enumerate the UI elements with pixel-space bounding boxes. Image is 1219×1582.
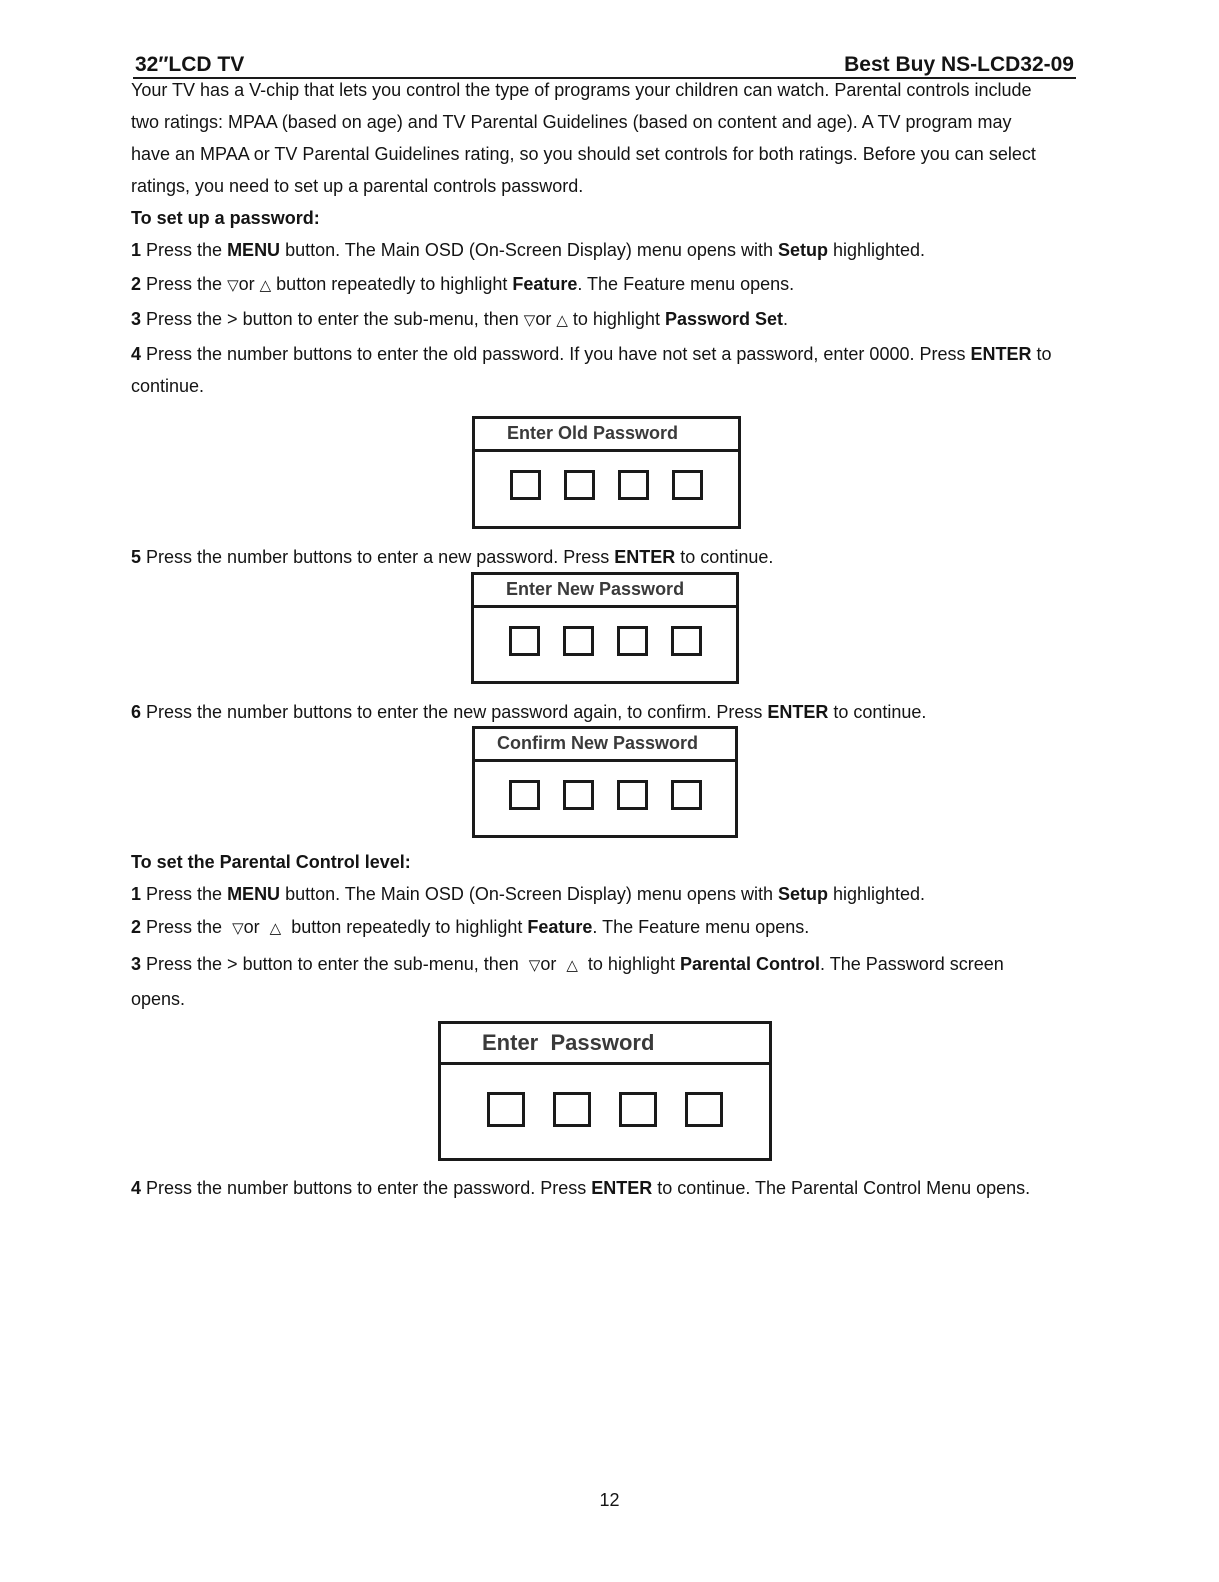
digit-box — [563, 626, 594, 656]
digit-box — [487, 1092, 525, 1127]
password-step-4: 4 Press the number buttons to enter the old password. If you have not set a password, enter 0000. Press ENTER to — [131, 344, 1052, 364]
page-header — [133, 53, 1076, 79]
digit-box — [563, 780, 594, 810]
digit-box — [685, 1092, 723, 1127]
digit-box — [671, 626, 702, 656]
password-step-6: 6 Press the number buttons to enter the new password again, to confirm. Press ENTER to continue. — [131, 702, 927, 722]
up-triangle-icon: △ — [259, 277, 272, 294]
password-step-4-continued: continue. — [131, 376, 205, 396]
digit-box — [617, 626, 648, 656]
parental-control-heading: To set the Parental Control level: — [131, 852, 411, 872]
old-password-title: Enter Old Password — [475, 419, 738, 452]
digit-box — [510, 470, 541, 500]
up-triangle-icon: △ — [556, 312, 568, 329]
parental-step-3-continued: opens. — [131, 989, 186, 1009]
up-triangle-icon: △ — [269, 920, 282, 937]
confirm-password-dialog — [472, 726, 738, 838]
password-step-3: 3 Press the > button to enter the sub-menu, then ▽or △ to highlight Password Set. — [131, 309, 789, 329]
digit-box — [618, 470, 649, 500]
password-step-5: 5 Press the number buttons to enter a new password. Press ENTER to continue. — [131, 547, 774, 567]
password-setup-heading: To set up a password: — [131, 208, 320, 228]
digit-box — [617, 780, 648, 810]
password-step-1: 1 Press the MENU button. The Main OSD (On-Screen Display) menu opens with Setup highlighted. — [131, 240, 926, 260]
down-triangle-icon: ▽ — [528, 957, 541, 974]
confirm-password-title: Confirm New Password — [475, 729, 735, 762]
down-triangle-icon: ▽ — [232, 920, 244, 937]
password-step-2: 2 Press the ▽or △ button repeatedly to highlight Feature. The Feature menu opens. — [131, 274, 795, 294]
header-product: 32″LCD TV — [135, 53, 245, 76]
up-triangle-icon: △ — [566, 957, 578, 974]
new-password-title: Enter New Password — [474, 575, 736, 608]
intro-line-2: two ratings: MPAA (based on age) and TV Parental Guidelines (based on content and age). A TV program may — [131, 112, 1012, 132]
parental-step-2: 2 Press the ▽or △ button repeatedly to highlight Feature. The Feature menu opens. — [131, 917, 810, 937]
parental-step-4: 4 Press the number buttons to enter the password. Press ENTER to continue. The Parental Control Menu opens. — [131, 1178, 1031, 1198]
enter-password-title: Enter Password — [441, 1024, 769, 1065]
intro-line-1: Your TV has a V-chip that lets you control the type of programs your children can watch. Parental controls include — [131, 80, 1032, 100]
parental-step-3: 3 Press the > button to enter the sub-menu, then ▽or △ to highlight Parental Control. The Password screen — [131, 954, 1004, 974]
parental-step-1: 1 Press the MENU button. The Main OSD (On-Screen Display) menu opens with Setup highlighted. — [131, 884, 926, 904]
digit-box — [553, 1092, 591, 1127]
new-password-dialog — [471, 572, 739, 684]
page-number: 12 — [599, 1490, 620, 1510]
digit-box — [672, 470, 703, 500]
digit-box — [564, 470, 595, 500]
old-password-dialog — [472, 416, 741, 529]
intro-line-4: ratings, you need to set up a parental controls password. — [131, 176, 584, 196]
digit-box — [509, 780, 540, 810]
digit-box — [619, 1092, 657, 1127]
digit-box — [509, 626, 540, 656]
down-triangle-icon: ▽ — [227, 277, 239, 294]
intro-line-3: have an MPAA or TV Parental Guidelines rating, so you should set controls for both ratings. Before you can select — [131, 144, 1036, 164]
digit-box — [671, 780, 702, 810]
down-triangle-icon: ▽ — [523, 312, 536, 329]
header-model: Best Buy NS-LCD32-09 — [844, 53, 1074, 76]
enter-password-dialog — [438, 1021, 772, 1161]
